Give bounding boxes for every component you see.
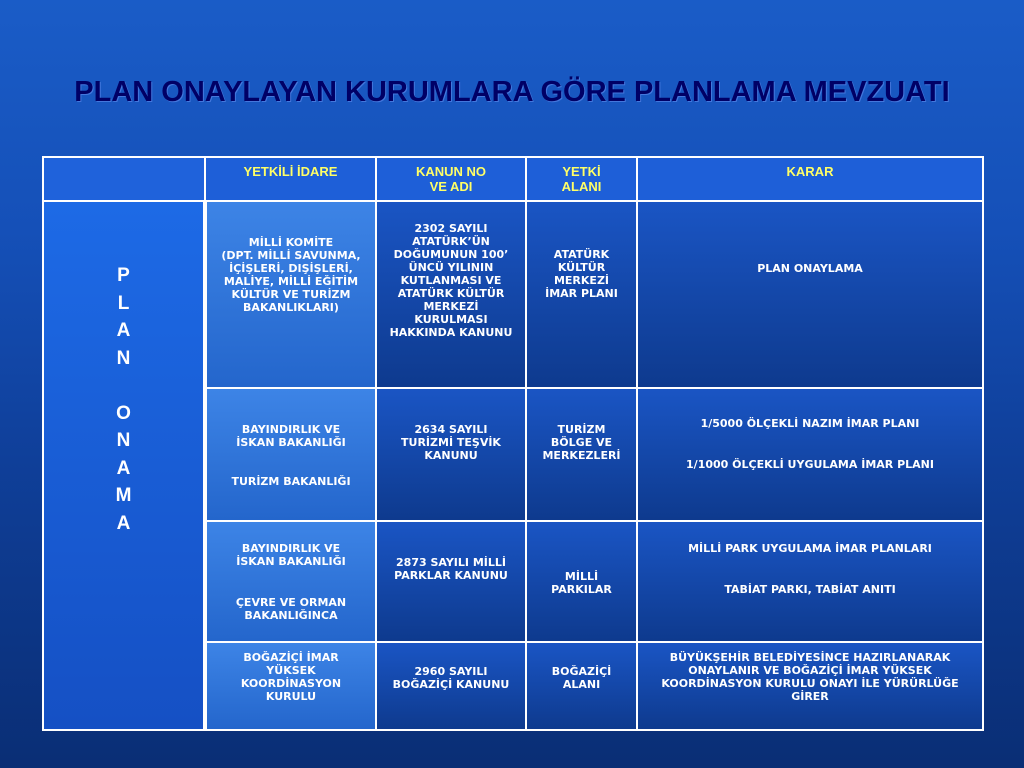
header-yetkili-idare: [205, 157, 376, 201]
cell-text-line: BAKANLIKLARI): [243, 301, 339, 314]
cell-text-line: ALANI: [562, 678, 601, 691]
cell-text-line: İMAR PLANI: [545, 287, 618, 300]
cell-text-line: İSKAN BAKANLIĞI: [236, 436, 346, 449]
cell-text-line: MERKEZİ: [423, 300, 479, 313]
cell-text-line: GİRER: [791, 690, 829, 703]
side-letter: M: [115, 485, 132, 506]
header-label: YETKİ: [562, 164, 601, 179]
cell-text-line: MİLLİ KOMİTE: [248, 236, 334, 249]
cell-text-line: PARKILAR: [551, 583, 612, 596]
cell-text-line: BOĞAZİÇİ İMAR: [243, 651, 339, 664]
slide-title: PLAN ONAYLAYAN KURUMLARA GÖRE PLANLAMA MEVZUATI: [74, 76, 950, 108]
cell-alan: [526, 642, 637, 730]
cell-text-line: ATATÜRK: [553, 248, 610, 261]
cell-text-line: 2634 SAYILI: [414, 423, 488, 436]
cell-alan: [526, 521, 637, 642]
legislation-table: [42, 156, 984, 731]
side-letter: A: [116, 320, 131, 341]
cell-text-line: 1/1000 ÖLÇEKLİ UYGULAMA İMAR PLANI: [686, 458, 934, 471]
cell-text-line: BAKANLIĞINCA: [244, 609, 338, 622]
cell-text-line: YÜKSEK: [266, 664, 316, 677]
cell-text-line: KÜLTÜR VE TURİZM: [231, 288, 351, 301]
cell-alan: [526, 201, 637, 388]
cell-idare: [205, 521, 376, 642]
cell-text-line: MERKEZİ: [553, 274, 610, 287]
vertical-letters: [48, 262, 199, 537]
cell-text-line: (DPT. MİLLİ SAVUNMA,: [221, 249, 361, 262]
cell-kanun: [376, 642, 526, 730]
cell-text-line: ATATÜRK KÜLTÜR: [397, 287, 505, 300]
cell-idare: [205, 642, 376, 730]
cell-text-line: ONAYLANIR VE BOĞAZİÇİ İMAR YÜKSEK: [688, 664, 932, 677]
header-corner-cell: [43, 157, 205, 201]
side-letter: L: [117, 292, 130, 314]
cell-text-line: ATATÜRK’ÜN: [412, 235, 490, 248]
cell-text-line: PLAN ONAYLAMA: [757, 262, 863, 275]
header-label: YETKİLİ İDARE: [243, 164, 338, 179]
cell-idare: [205, 388, 376, 521]
cell-text-line: KUTLANMASI VE: [400, 274, 502, 287]
cell-text-line: İÇİŞLERİ, DIŞİŞLERİ,: [229, 262, 353, 275]
cell-text-line: MİLLİ PARK UYGULAMA İMAR PLANLARI: [688, 542, 932, 555]
cell-text-line: ÇEVRE VE ORMAN: [235, 596, 347, 609]
cell-text-line: TURİZMİ TEŞVİK: [401, 436, 501, 449]
cell-text-line: BÖLGE VE: [550, 436, 613, 449]
cell-text-line: 2960 SAYILI: [414, 665, 488, 678]
cell-text-line: KOORDİNASYON KURULU ONAYI İLE YÜRÜRLÜĞE: [661, 677, 959, 690]
cell-text-line: KURULU: [265, 690, 317, 703]
side-letter: O: [116, 402, 131, 424]
cell-text-line: 1/5000 ÖLÇEKLİ NAZIM İMAR PLANI: [700, 417, 920, 430]
table-header-row: [43, 157, 983, 201]
side-letter: A: [116, 512, 131, 534]
side-letter: N: [116, 347, 131, 369]
cell-text-line: BAYINDIRLIK VE: [241, 423, 341, 436]
header-label: KARAR: [786, 164, 834, 179]
cell-text-line: MİLLİ: [564, 570, 599, 583]
cell-kanun: [376, 388, 526, 521]
side-letter: [48, 372, 199, 400]
cell-karar: [637, 642, 983, 730]
header-kanun-no: [376, 157, 526, 201]
cell-text-line: BOĞAZİÇİ: [551, 665, 612, 678]
side-letter: A: [116, 457, 131, 479]
cell-text-line: KÜLTÜR: [557, 261, 606, 274]
cell-alan: [526, 388, 637, 521]
cell-text-line: MALİYE, MİLLİ EĞİTİM: [223, 275, 359, 288]
cell-karar: [637, 201, 983, 388]
cell-text-line: BOĞAZİÇİ KANUNU: [392, 678, 510, 691]
cell-text-line: BAYINDIRLIK VE: [241, 542, 341, 555]
cell-text-line: HAKKINDA KANUNU: [389, 326, 513, 339]
cell-text-line: TABİAT PARKI, TABİAT ANITI: [724, 583, 896, 596]
cell-text-line: BÜYÜKŞEHİR BELEDİYESİNCE HAZIRLANARAK: [669, 651, 951, 664]
cell-text-line: 2873 SAYILI MİLLİ: [396, 556, 506, 569]
cell-text-line: PARKLAR KANUNU: [394, 569, 508, 582]
cell-text-line: KANUNU: [424, 449, 478, 462]
cell-text-line: DOĞUMUNUN 100’: [393, 248, 509, 261]
header-label: ALANI: [561, 179, 602, 194]
cell-karar: [637, 521, 983, 642]
cell-idare: [205, 201, 376, 388]
cell-text-line: ÜNCÜ YILININ: [408, 261, 494, 274]
table-row: [43, 201, 983, 388]
side-letter: P: [117, 265, 130, 286]
cell-kanun: [376, 201, 526, 388]
side-letter: N: [116, 430, 131, 451]
header-label: VE ADI: [429, 179, 473, 194]
cell-text-line: İSKAN BAKANLIĞI: [236, 555, 346, 568]
cell-text-line: TURİZM: [557, 423, 606, 436]
header-yetki-alani: [526, 157, 637, 201]
cell-text-line: MERKEZLERİ: [542, 449, 621, 462]
cell-text-line: TURİZM BAKANLIĞI: [231, 475, 351, 488]
cell-text-line: 2302 SAYILI: [414, 222, 488, 235]
header-karar: [637, 157, 983, 201]
cell-kanun: [376, 521, 526, 642]
cell-text-line: KOORDİNASYON: [240, 677, 342, 690]
plan-onama-side-label: [43, 201, 205, 730]
cell-text-line: KURULMASI: [414, 313, 488, 326]
cell-karar: [637, 388, 983, 521]
header-label: KANUN NO: [415, 164, 487, 179]
